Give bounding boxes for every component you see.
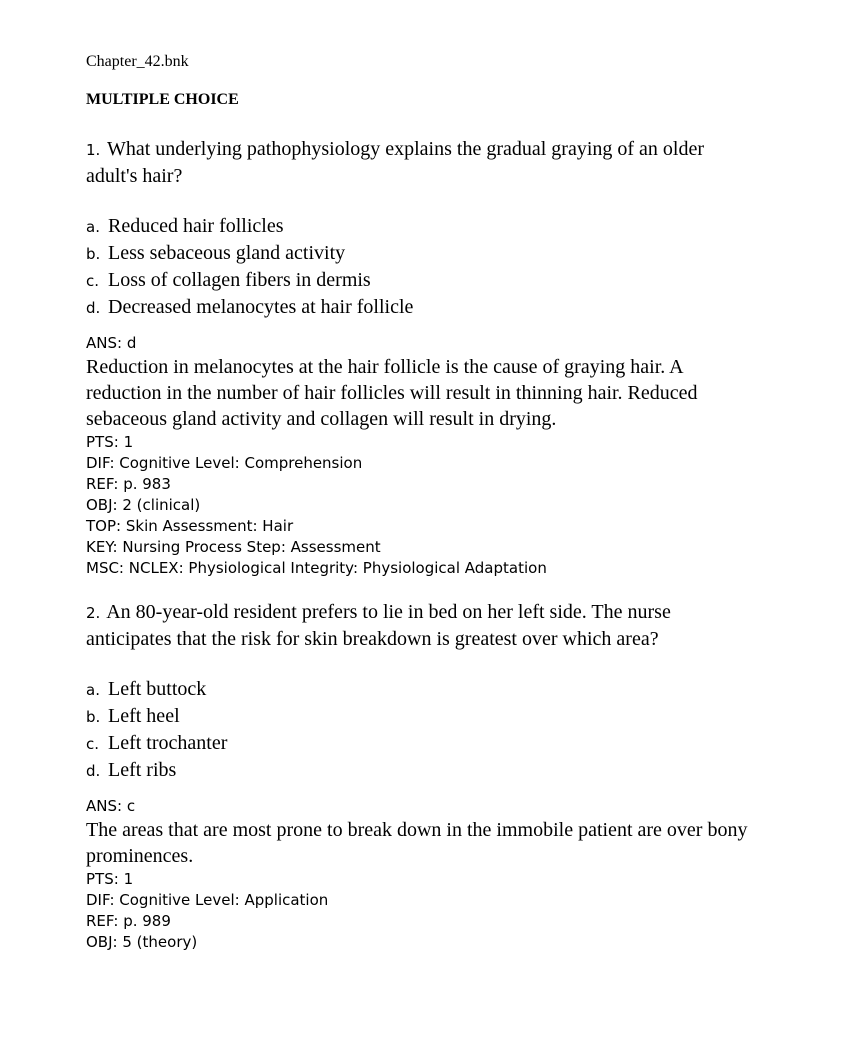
meta-label: DIF: (86, 891, 115, 909)
option-letter: d. (86, 299, 101, 317)
meta-label: TOP: (86, 517, 122, 535)
meta-line-ref (86, 911, 750, 932)
answer-line (86, 796, 750, 817)
meta-line-pts (86, 869, 750, 890)
meta-value: Cognitive Level: Comprehension (119, 454, 363, 472)
meta-value: Nursing Process Step: Assessment (122, 538, 381, 556)
option-text: Left ribs (108, 759, 177, 781)
meta-line-pts (86, 432, 750, 453)
meta-value: 2 (clinical) (122, 496, 201, 514)
question-block-1 (86, 136, 750, 579)
option-letter: b. (86, 708, 101, 726)
meta-value: 5 (theory) (122, 933, 198, 951)
meta-line-obj (86, 495, 750, 516)
options-list (86, 676, 750, 784)
option-row-b (86, 703, 750, 730)
option-letter: a. (86, 681, 100, 699)
option-text: Left heel (108, 705, 180, 727)
meta-label: REF: (86, 475, 119, 493)
meta-label: DIF: (86, 454, 115, 472)
option-letter: a. (86, 218, 100, 236)
option-letter: c. (86, 272, 100, 290)
answer-block (86, 796, 750, 953)
option-row-c (86, 730, 750, 757)
option-row-a (86, 676, 750, 703)
answer-label: ANS: (86, 334, 123, 352)
meta-line-dif (86, 453, 750, 474)
question-number: 1. (86, 141, 101, 159)
meta-list (86, 432, 750, 579)
meta-value: NCLEX: Physiological Integrity: Physiological Adaptation (128, 559, 547, 577)
rationale: Reduction in melanocytes at the hair follicle is the cause of graying hair. A reduction in the number of hair follicles will result in thinning hair. Reduced sebaceous gland activity and collagen will result in drying. (86, 356, 698, 430)
option-row-b (86, 240, 750, 267)
meta-line-obj (86, 932, 750, 953)
meta-label: OBJ: (86, 496, 118, 514)
rationale: The areas that are most prone to break down in the immobile patient are over bony prominences. (86, 819, 748, 867)
meta-line-key (86, 537, 750, 558)
question-text: An 80-year-old resident prefers to lie in bed on her left side. The nurse anticipates that the risk for skin breakdown is greatest over which area? (86, 601, 671, 650)
question-block-2 (86, 599, 750, 953)
answer-value: d (126, 334, 137, 352)
meta-value: 1 (123, 433, 134, 451)
option-text: Less sebaceous gland activity (108, 242, 346, 264)
answer-block (86, 333, 750, 579)
meta-value: p. 983 (123, 475, 171, 493)
option-text: Left buttock (108, 678, 207, 700)
option-letter: b. (86, 245, 101, 263)
meta-label: REF: (86, 912, 119, 930)
answer-line (86, 333, 750, 354)
question-number: 2. (86, 604, 101, 622)
meta-line-dif (86, 890, 750, 911)
meta-value: 1 (123, 870, 134, 888)
meta-list (86, 869, 750, 953)
meta-value: p. 989 (123, 912, 171, 930)
question-paragraph (86, 599, 750, 652)
answer-value: c (126, 797, 136, 815)
meta-value: Cognitive Level: Application (119, 891, 329, 909)
question-text: What underlying pathophysiology explains the gradual graying of an older adult's hair? (86, 138, 705, 187)
option-row-d (86, 294, 750, 321)
meta-label: OBJ: (86, 933, 118, 951)
option-text: Decreased melanocytes at hair follicle (108, 296, 414, 318)
option-text: Reduced hair follicles (108, 215, 284, 237)
option-letter: c. (86, 735, 100, 753)
meta-line-msc (86, 558, 750, 579)
option-text: Left trochanter (108, 732, 228, 754)
meta-label: KEY: (86, 538, 118, 556)
meta-value: Skin Assessment: Hair (125, 517, 294, 535)
file-title: Chapter_42.bnk (86, 53, 189, 70)
meta-line-top (86, 516, 750, 537)
options-list (86, 213, 750, 321)
meta-label: PTS: (86, 870, 119, 888)
option-row-a (86, 213, 750, 240)
option-text: Loss of collagen fibers in dermis (108, 269, 371, 291)
option-row-d (86, 757, 750, 784)
meta-label: MSC: (86, 559, 124, 577)
option-row-c (86, 267, 750, 294)
question-paragraph (86, 136, 750, 189)
meta-line-ref (86, 474, 750, 495)
option-letter: d. (86, 762, 101, 780)
meta-label: PTS: (86, 433, 119, 451)
section-heading: MULTIPLE CHOICE (86, 91, 239, 108)
answer-label: ANS: (86, 797, 123, 815)
